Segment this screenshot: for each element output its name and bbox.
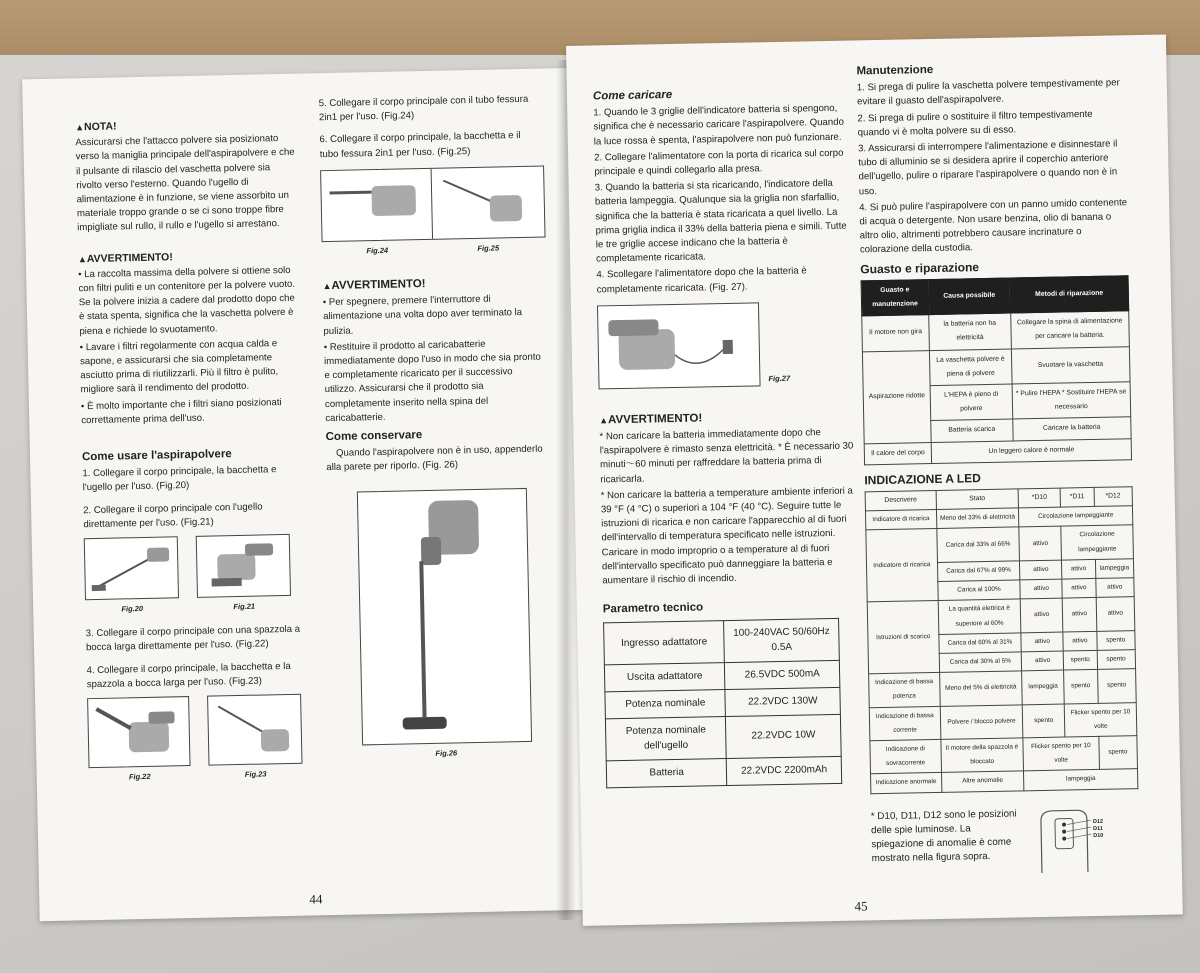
table-cell: Il motore non gira (862, 315, 930, 352)
right-page-right-column (856, 59, 1140, 880)
param-value: 22.2VDC 2200mAh (727, 756, 842, 785)
table-cell: L'HEPA è pieno di polvere (930, 384, 1012, 421)
page-45 (566, 34, 1183, 925)
conservare-text: Quando l'aspirapolvere non è in uso, appenderlo alla parete per riporlo. (Fig. 26) (326, 443, 543, 474)
table-cell: attivo (1019, 527, 1062, 561)
table-cell: attivo (1095, 578, 1134, 598)
table-cell: spento (1097, 669, 1136, 703)
vacuum-illustration-icon (197, 535, 290, 597)
manutenzione-item: 1. Si prega di pulire la vaschetta polvere tempestivamente per evitare il guasto dell'aspirapolvere. (856, 77, 1120, 108)
table-row (864, 438, 1131, 464)
caricare-item: 3. Quando la batteria si sta ricaricando, l'indicatore della batteria lampeggia. Qualunque sia la griglia non sfarfallio, significa che la batteria è stata ricaricata a quel livello. La prima griglia indica il 33% della batteria piena e simili. Tutte le tre griglie accese indicano che la batteria è completamente ricaricata. (594, 178, 847, 265)
table-cell: Carica dal 30% al 5% (939, 652, 1022, 673)
table-cell: Il calore del corpo (864, 442, 931, 464)
manutenzione-heading: Manutenzione (856, 63, 934, 78)
table-cell: Carica dal 33% al 66% (937, 527, 1020, 562)
table-cell: Meno del 5% di elettricità (939, 671, 1022, 706)
table-cell: Polvere / blocco polvere (940, 704, 1023, 739)
led-label: D12 (1092, 818, 1104, 825)
table-cell: Altre anomalie (941, 771, 1024, 792)
page-number-45: 45 (854, 898, 868, 914)
table-cell: attivo (1020, 598, 1063, 632)
column-header: Guasto e manutenzione (861, 279, 929, 316)
nota-heading: ▲ NOTA! (75, 116, 295, 135)
table-cell: Collegare la spina di alimentazione per caricare la batteria. (1010, 311, 1129, 349)
table-cell: spento (1063, 650, 1097, 670)
param-label: Potenza nominale (605, 690, 726, 720)
column-header: *D12 (1094, 487, 1133, 507)
avvertimento-item: • Restituire il prodotto al caricabatterie immediatamente dopo l'uso in modo che sia pronto e completamente ricaricato per il successivo utilizzo. Assicurarsi che il prodotto sia completamente inserito nella spina del caricabatterie. (323, 338, 541, 424)
table-cell: Flicker spento per 10 volte (1064, 702, 1136, 737)
param-label: Uscita adattatore (604, 662, 725, 692)
parametro-heading: Parametro tecnico (602, 601, 704, 616)
table-cell: Svuotare la vaschetta (1011, 346, 1130, 384)
table-cell: Indicazione di bassa potenza (869, 673, 940, 708)
table-cell: attivo (1021, 651, 1063, 671)
table-cell: * Pulire l'HEPA * Sostituire l'HEPA se necessario (1012, 382, 1131, 420)
led-heading: INDICAZIONE A LED (864, 470, 981, 488)
param-value: 100-240VAC 50/60Hz 0.5A (724, 619, 839, 663)
step-5: 5. Collegare il corpo principale con il tubo fessura 2in1 per l'uso. (Fig.24) (318, 93, 529, 124)
table-row (870, 736, 1138, 775)
column-header: Metodi di riparazione (1010, 276, 1129, 314)
charger-illustration-icon (598, 303, 760, 388)
column-header: Stato (936, 489, 1019, 510)
table-cell: Indicatore di ricarica (865, 510, 936, 531)
figure-22 (87, 696, 190, 768)
step-6: 6. Collegare il corpo principale, la bacchetta e il tubo fessura 2in1 per l'uso. (Fig.25) (319, 130, 521, 160)
table-cell: Circolazione lampeggiante (1061, 525, 1133, 560)
figure-20 (84, 536, 179, 600)
manutenzione-item: 2. Si prega di pulire o sostituire il filtro tempestivamente quando vi è molta polvere su di esso. (857, 108, 1093, 139)
param-value: 26.5VDC 500mA (725, 660, 840, 689)
table-cell: Flicker spento per 10 volte (1023, 736, 1099, 771)
fig-23-caption: Fig.23 (244, 769, 267, 779)
avvertimento-heading-3: ▲ AVVERTIMENTO! (599, 408, 857, 427)
figure-21 (196, 534, 291, 598)
table-cell: Carica al 100% (938, 580, 1021, 601)
table-cell: attivo (1062, 559, 1096, 579)
table-cell: spento (1096, 630, 1135, 650)
led-position-diagram (1031, 805, 1112, 877)
avvertimento-heading-2: ▲ AVVERTIMENTO! (322, 275, 544, 294)
avvertimento-item: * Non caricare la batteria a temperature ambiente inferiori a 39 °F (4 °C) o superiori a 104 °F (40 °C). Seguire tutte le istruzioni di ricarica e non caricare l'apparecchio al di fuori dell'intervallo di temperatura specificato nelle istruzioni. Caricare in modo improprio o a temperature al di fuori dell'intervallo specificato può danneggiare la batteria e aumentare il rischio di incendio. (600, 485, 853, 587)
table-row (867, 597, 1135, 636)
table-cell: Carica dal 67% al 99% (937, 561, 1020, 582)
param-label: Potenza nominale dell'ugello (605, 717, 726, 761)
table-cell: Indicazione di sovracorrente (870, 739, 941, 774)
right-page-left-column (593, 85, 864, 789)
table-cell: spento (1064, 670, 1098, 704)
table-cell: Meno del 33% di elettricità (936, 508, 1019, 529)
table-row (869, 669, 1137, 708)
left-page-right-column (319, 93, 555, 763)
table-cell: lampeggia (1022, 670, 1065, 704)
fig-25-caption: Fig.25 (477, 243, 500, 253)
table-cell: Indicatore di ricarica (866, 529, 938, 602)
param-label: Batteria (606, 758, 727, 788)
param-value: 22.2VDC 10W (726, 715, 841, 759)
parametro-table (603, 618, 842, 788)
nota-text: Assicurarsi che l'attacco polvere sia posizionato verso la maniglia principale dell'aspirapolvere e che il pulsante di rilascio del vaschetta polvere sia rivolto verso l'esterno. Quando l'ugello di alimentazione è in funzione, se viene assorbito un materiale troppo grande o se ci sono troppe fibre impigliate sul rullo, il rullo e l'ugello si arrestano. (75, 133, 295, 234)
table-cell: Aspirazione ridotte (862, 350, 931, 443)
step-2: 2. Collegare il corpo principale con l'ugello direttamente per l'uso. (Fig.21) (83, 501, 263, 531)
table-cell: La vaschetta polvere è piena di polvere (930, 349, 1012, 386)
caricare-item: 2. Collegare l'alimentatore con la porta di ricarica sul corpo principale e quindi collegarlo alla presa. (594, 147, 844, 178)
table-row (866, 525, 1134, 564)
table-row (862, 346, 1130, 387)
table-row (869, 702, 1137, 741)
figure-23 (207, 694, 302, 766)
table-row (605, 715, 841, 761)
table-cell: attivo (1063, 631, 1097, 651)
table-cell: Un leggero calore è normale (931, 438, 1131, 463)
avvertimento-heading-1: ▲ AVVERTIMENTO! (78, 247, 298, 266)
column-header: Descrivere (865, 491, 936, 512)
column-header: *D10 (1018, 488, 1060, 508)
fig-24-caption: Fig.24 (366, 245, 389, 256)
come-caricare-heading: Come caricare (592, 88, 673, 103)
table-cell: attivo (1062, 598, 1096, 632)
avvertimento-item: * Non caricare la batteria immediatamente dopo che l'aspirapolvere è rimasto senza elettricità. * È necessario 30 minuti〜60 minuti per raffreddare la batteria prima di ricaricarla. (599, 427, 854, 486)
table-row (604, 619, 840, 665)
fig-21-caption: Fig.21 (233, 601, 256, 612)
caricare-item: 1. Quando le 3 griglie dell'indicatore batteria si spengono, significa che è necessario caricare l'aspirapolvere. Quando la luce rossa è spenta, l'aspirapolvere non può funzionare. (593, 103, 844, 148)
vacuum-illustration-icon (85, 537, 178, 599)
table-cell: La quantità elettrica è superiore al 60% (938, 599, 1021, 634)
table-cell: attivo (1062, 579, 1096, 599)
table-cell: Carica dal 60% al 31% (939, 633, 1022, 654)
avvertimento-item: • Lavare i filtri regolarmente con acqua calda e sapone, e assicurarsi che sia completamente asciutto prima di riutilizzarli. Più il filtro è pulito, migliore sarà il rendimento del prodotto. (79, 337, 279, 396)
table-row (862, 311, 1130, 352)
table-cell: la batteria non ha elettricità (929, 313, 1011, 350)
table-row (606, 756, 841, 788)
vacuum-wall-mount-icon (358, 489, 531, 744)
table-cell: Istruzioni di scarico (867, 601, 939, 674)
table-cell: Il motore della spazzola è bloccato (941, 738, 1024, 773)
param-label: Ingresso adattatore (604, 621, 725, 665)
come-usare-heading: Come usare l'aspirapolvere (81, 448, 232, 464)
figure-row-20-21 (84, 534, 306, 618)
avvertimento-item: • Per spegnere, premere l'interruttore di alimentazione una volta dopo aver terminato la pulizia. (322, 293, 523, 337)
table-cell: Indicazione di bassa corrente (869, 706, 940, 741)
guasto-heading: Guasto e riparazione (860, 259, 980, 277)
step-4: 4. Collegare il corpo principale, la bacchetta e la spazzola a bocca larga per l'uso. (Fig.23) (86, 660, 291, 691)
table-cell: Circolazione lampeggiante (1019, 506, 1133, 527)
led-note: * D10, D11, D12 sono le posizioni delle spie luminose. La spiegazione di anomalie è come mostrato nella figura sopra. (870, 808, 1017, 864)
caricare-item: 4. Scollegare l'alimentatore dopo che la batteria è completamente ricaricata. (Fig. 27). (596, 265, 807, 296)
page-44 (22, 68, 585, 921)
fig-26-caption: Fig.26 (435, 748, 458, 758)
step-3: 3. Collegare il corpo principale con una spazzola a bocca larga direttamente per l'uso. (Fig.22) (85, 623, 301, 654)
come-conservare-heading: Come conservare (325, 429, 423, 444)
vacuum-illustration-icon (208, 695, 301, 765)
left-column (75, 116, 309, 790)
vacuum-illustration-icon (321, 166, 544, 241)
table-cell: attivo (1096, 597, 1135, 631)
figure-27-wrap (597, 300, 857, 389)
figure-27 (597, 302, 761, 389)
column-header: Causa possibile (928, 278, 1010, 315)
led-table (865, 486, 1139, 794)
table-cell: Caricare la batteria (1012, 417, 1131, 440)
figure-26 (357, 488, 532, 746)
fig-22-caption: Fig.22 (128, 771, 151, 782)
figure-24-25 (320, 165, 545, 242)
step-1: 1. Collegare il corpo principale, la bacchetta e l'ugello per l'uso. (Fig.20) (82, 464, 277, 494)
vacuum-illustration-icon (88, 697, 189, 767)
table-cell: attivo (1020, 560, 1062, 580)
table-cell: lampeggia (1095, 559, 1134, 579)
table-cell: lampeggia (1024, 769, 1138, 790)
table-cell: attivo (1020, 579, 1062, 599)
led-label: D10 (1093, 832, 1104, 839)
manutenzione-item: 4. Si può pulire l'aspirapolvere con un panno umido contenente di acqua o detergente. Non usare benzina, olio di banana o altro olio, altrimenti potrebbero causare incrinature o colorazione della custodia. (859, 197, 1128, 256)
page-number-44: 44 (309, 891, 323, 907)
column-header: *D11 (1060, 488, 1094, 508)
table-cell: spento (1097, 650, 1136, 670)
table-row (871, 769, 1138, 793)
table-cell: spento (1098, 736, 1137, 770)
table-cell: attivo (1021, 632, 1063, 652)
figure-row-22-23 (87, 694, 309, 786)
table-cell: Indicazione anormale (871, 773, 942, 794)
table-cell: Batteria scarica (931, 419, 1013, 442)
led-note-block (871, 805, 1140, 880)
manutenzione-item: 3. Assicurarsi di interrompere l'alimentazione e disinnestare il tubo di alluminio se si desidera aprire il coperchio anteriore dell'ugello, pulire o riparare l'aspirapolvere o quando non è in uso. (857, 138, 1118, 198)
table-header-row (861, 276, 1129, 317)
fig-27-caption: Fig.27 (768, 373, 791, 383)
led-label: D11 (1093, 825, 1103, 832)
guasto-table (861, 275, 1133, 465)
table-cell: spento (1022, 704, 1065, 738)
fig-20-caption: Fig.20 (121, 604, 144, 614)
param-value: 22.2VDC 130W (725, 687, 840, 716)
avvertimento-item: • La raccolta massima della polvere si ottiene solo con filtri puliti e un contenitore per la polvere vuoto. Se la polvere inizia a cadere dal prodotto dopo che è stata spenta, significa che la vaschetta polvere è piena e richiede lo svuotamento. (78, 264, 296, 337)
avvertimento-item: • È molto importante che i filtri siano posizionati correttamente prima dell'uso. (80, 396, 282, 427)
